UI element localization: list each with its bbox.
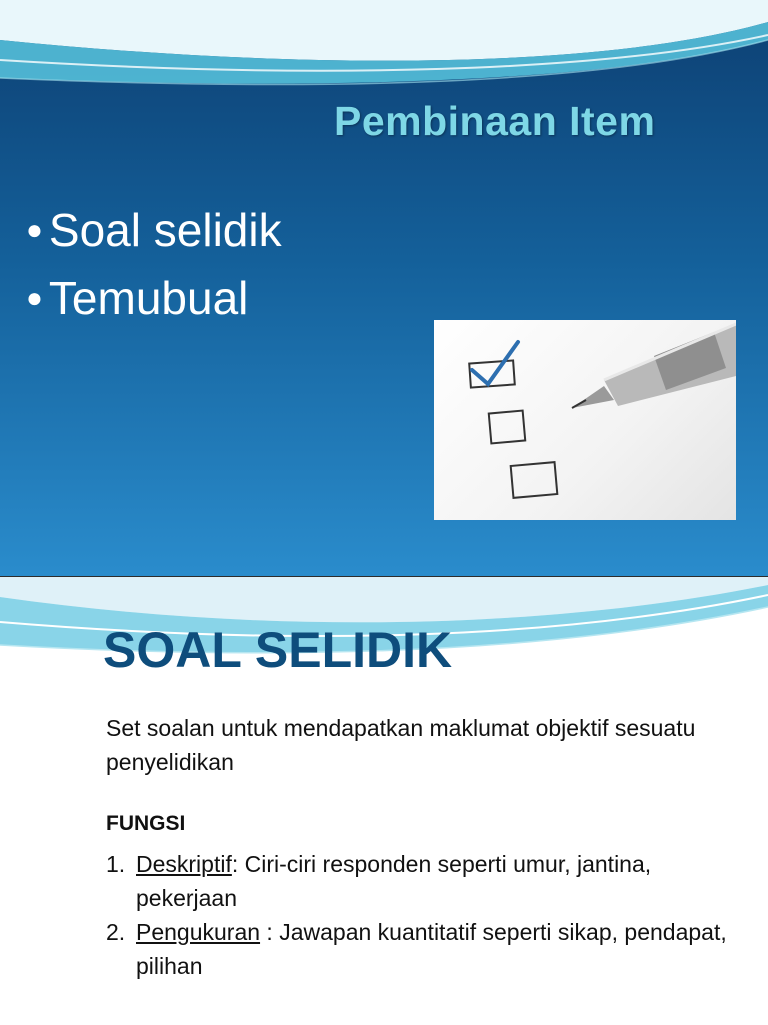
item-text: Ciri-ciri responden seperti umur, jantina, pekerjaan [136,851,652,911]
item-content [136,915,746,983]
bullet-text: Soal selidik [48,204,282,256]
checklist-pen-illustration [434,320,736,520]
slide-2 [0,576,768,1025]
bullet-dot-icon: ● [26,214,43,245]
intro-text: Set soalan untuk mendapatkan maklumat objektif sesuatu penyelidikan [106,715,696,775]
bullet-dot-icon: ● [26,282,43,313]
bullet-item [26,196,282,264]
bullet-item [26,264,282,332]
bullet-list [26,196,282,332]
list-item [106,915,746,983]
function-list [106,847,746,983]
item-number: 1. [106,851,126,877]
checklist-pen-photo [434,320,736,520]
item-separator: : [231,851,245,877]
item-term: Deskriptif [136,851,232,877]
slide-title: SOAL SELIDIK [103,622,453,678]
item-term: Pengukuran [136,919,261,945]
item-content [136,847,746,915]
section-heading: FUNGSI [106,812,186,835]
item-separator: : [260,919,280,945]
slide-title: Pembinaan Item [334,98,656,144]
item-text: Jawapan kuantitatif seperti sikap, pendapat, pilihan [136,919,727,979]
wave-decoration [0,0,768,100]
bullet-text: Temubual [48,272,249,324]
item-number: 2. [106,919,126,945]
list-item [106,847,746,915]
slide-body [106,711,746,983]
